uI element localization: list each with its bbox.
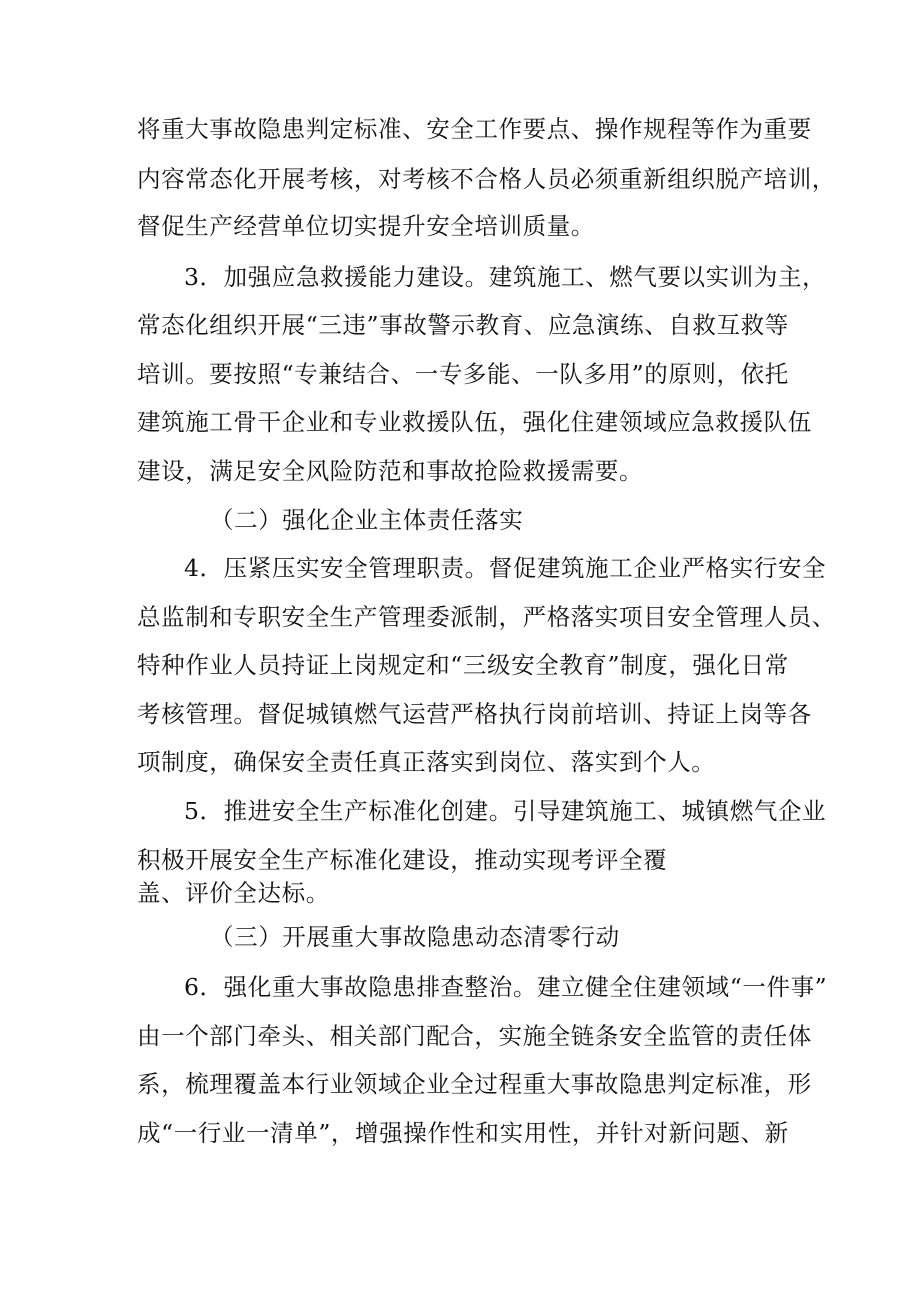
paragraph-line: 积极开展安全生产标准化建设，推动实现考评全覆 <box>137 846 668 874</box>
numbered-paragraph-5: 5．推进安全生产标准化创建。引导建筑施工、城镇燃气企业 <box>184 797 827 825</box>
paragraph-line: 将重大事故隐患判定标准、安全工作要点、操作规程等作为重要 <box>137 115 812 143</box>
paragraph-line: 考核管理。督促城镇燃气运营严格执行岗前培训、持证上岗等各 <box>137 700 812 728</box>
paragraph-line: 常态化组织开展“三违”事故警示教育、应急演练、自救互救等 <box>137 311 789 339</box>
section-heading-2: （二）强化企业主体责任落实 <box>210 506 524 534</box>
numbered-paragraph-4: 4．压紧压实安全管理职责。督促建筑施工企业严格实行安全 <box>184 554 827 582</box>
paragraph-line: 督促生产经营单位切实提升安全培训质量。 <box>137 212 595 240</box>
numbered-paragraph-6: 6．强化重大事故隐患排查整治。建立健全住建领域“一件事” <box>184 973 828 1001</box>
paragraph-line: 内容常态化开展考核，对考核不合格人员必须重新组织脱产培训， <box>137 165 836 193</box>
paragraph-line: 总监制和专职安全生产管理委派制，严格落实项目安全管理人员、 <box>137 603 836 631</box>
paragraph-line: 培训。要按照“专兼结合、一专多能、一队多用”的原则，依托 <box>137 360 789 388</box>
paragraph-line: 成“一行业一清单”，增强操作性和实用性，并针对新问题、新 <box>137 1119 789 1147</box>
paragraph-line: 特种作业人员持证上岗规定和“三级安全教育”制度，强化日常 <box>137 651 789 679</box>
paragraph-line: 项制度，确保安全责任真正落实到岗位、落实到个人。 <box>137 748 716 776</box>
paragraph-line: 系，梳理覆盖本行业领域企业全过程重大事故隐患判定标准，形 <box>137 1070 812 1098</box>
numbered-paragraph-3: 3．加强应急救援能力建设。建筑施工、燃气要以实训为主， <box>184 263 827 291</box>
paragraph-line: 由一个部门牵头、相关部门配合，实施全链条安全监管的责任体 <box>137 1022 812 1050</box>
paragraph-line: 建筑施工骨干企业和专业救援队伍，强化住建领域应急救援队伍 <box>137 408 812 436</box>
paragraph-line: 盖、评价全达标。 <box>137 879 330 907</box>
paragraph-line: 建设，满足安全风险防范和事故抢险救援需要。 <box>137 457 644 485</box>
section-heading-3: （三）开展重大事故隐患动态清零行动 <box>210 923 620 951</box>
